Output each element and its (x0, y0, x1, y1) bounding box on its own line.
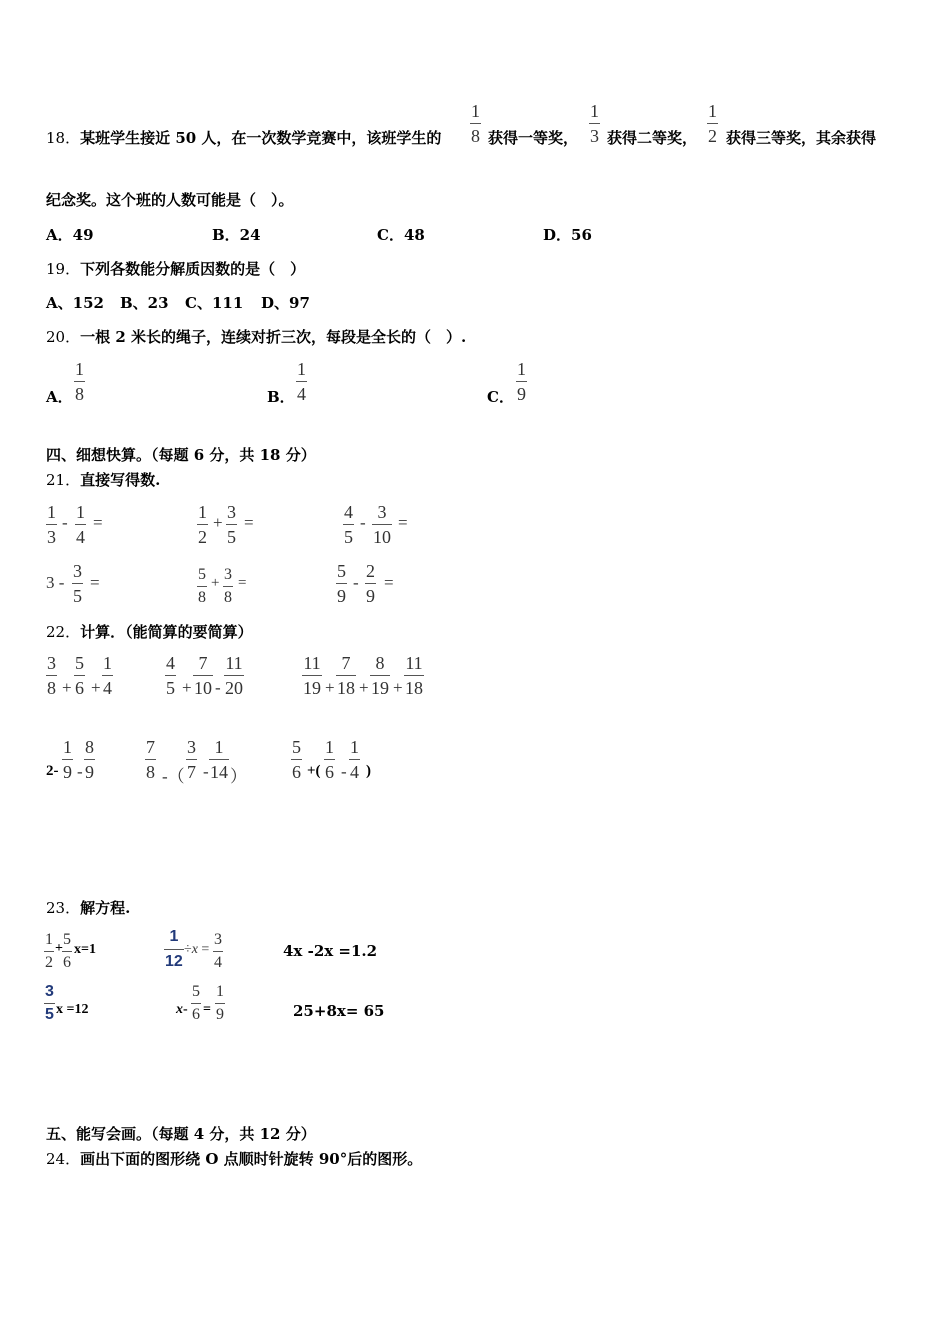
q18-text-line2: 纪念奖。这个班的人数可能是（ ）。 (46, 191, 294, 209)
q18-number: 18． (46, 129, 81, 147)
q20-option-c-fraction: 1 9 (517, 359, 526, 404)
q19-option-d: D、97 (261, 294, 310, 312)
q18-option-a: A．49 (46, 226, 94, 244)
q21-line (46, 469, 160, 490)
q18-fraction-3: 1 2 (708, 101, 717, 146)
q18-option-d: D．56 (543, 226, 592, 244)
q19-number: 19． (46, 260, 81, 278)
q18-text-part1: 某班学生接近 50 人，在一次数学竞赛中，该班学生的 (80, 129, 442, 147)
q21-text: 直接写得数. (80, 471, 161, 489)
q23-line (46, 897, 130, 918)
q20-number: 20． (46, 328, 81, 346)
q20-text: 一根 2 米长的绳子，连续对折三次，每段是全长的（ ）. (80, 328, 467, 346)
q23-equation-3: 4x -2x =1.2 (283, 942, 378, 960)
q24-number: 24． (46, 1150, 81, 1168)
q20-option-a-label: A． (46, 388, 73, 406)
q20-option-b-fraction: 1 4 (297, 359, 306, 404)
q22-line (46, 621, 253, 642)
q20-option-c-label: C． (487, 388, 514, 406)
q18-option-b: B．24 (212, 226, 261, 244)
section5-title: 五、能写会画。（每题 4 分，共 12 分） (46, 1125, 316, 1143)
q24-line (46, 1148, 422, 1169)
q18-text-part3: 获得二等奖， (607, 129, 698, 147)
q18-fraction-2: 1 3 (590, 101, 599, 146)
q18-option-c: C．48 (377, 226, 425, 244)
q20-line (46, 326, 466, 347)
q19-option-c: C、111 (185, 294, 244, 312)
q19-line (46, 258, 305, 279)
q21-number: 21． (46, 471, 81, 489)
q20-option-a-fraction: 1 8 (75, 359, 84, 404)
q23-text: 解方程. (80, 899, 131, 917)
q20-option-b-label: B． (267, 388, 295, 406)
q19-option-a: A、152 (46, 294, 104, 312)
q24-text: 画出下面的图形绕 O 点顺时针旋转 90°后的图形。 (80, 1150, 423, 1168)
q23-number: 23． (46, 899, 81, 917)
q19-option-b: B、23 (120, 294, 169, 312)
q23-equation-6: 25+8x= 65 (293, 1002, 385, 1020)
q18-fraction-1: 1 8 (471, 101, 480, 146)
q22-number: 22． (46, 623, 81, 641)
q19-text: 下列各数能分解质因数的是（ ） (80, 260, 306, 278)
q18-line1 (46, 127, 441, 148)
q18-text-part2: 获得一等奖， (488, 129, 579, 147)
q22-text: 计算．（能简算的要简算） (80, 623, 253, 641)
section4-title: 四、细想快算。（每题 6 分，共 18 分） (46, 446, 316, 464)
q18-text-part4: 获得三等奖，其余获得 (726, 129, 877, 147)
